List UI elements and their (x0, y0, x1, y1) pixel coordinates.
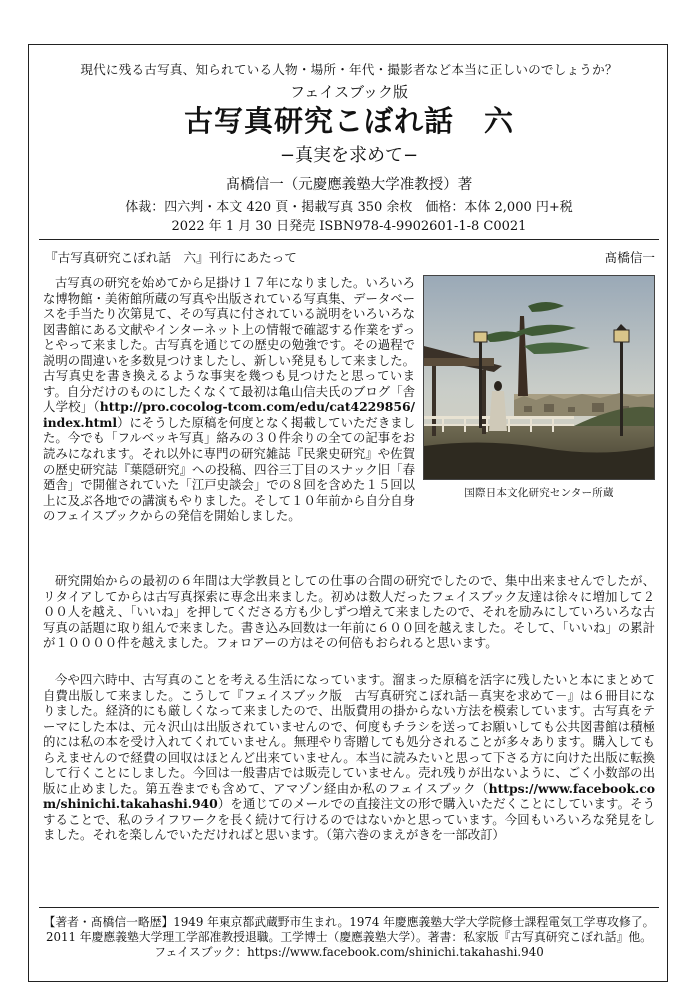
para3-text-a: 今や四六時中、古写真のことを考える生活になっています。溜まった原稿を活字に残したいと本にまとめて自費出版して来ました。こうして『フェイスブック版 古写真研究こぼれ話－真実を求めて－』は６冊目になりました。経済的にも厳しくなって来ましたので、出版費用の掛からない方法を模索しています。古写真をテーマにした本は、元々沢山は出版されていませんので、何度もチラシを送ってお願いしても公共図書館は積極的には私の本を受け入れてくれていません。無理やり寄贈しても処分されることが多々あります。購入してもらえませんので経費の回収はほとんど出来ていません。本当に読みたいと思って下さる方に向けた出版に転換して行くことにしました。今回は一般書店では販売していません。売れ残りが出ないように、ごく小数部の出版に止めました。第五巻までも含めて、アマゾン経由か私のフェイスブック（ (43, 672, 655, 796)
photo-figure (423, 275, 655, 507)
author-profile (39, 915, 659, 961)
para2-text: 研究開始からの最初の６年間は大学教員としての仕事の合間の研究でしたので、集中出来ませんでしたが、リタイアしてからは古写真探索に専念出来ました。初めは数人だったフェイスブック友達は徐々に増加して２００人を越え、「いいね」を押してくださる方も少しずつ増えて来ましたので、それを励みにしていろいろな古写真の話題に取り組んで来ました。書き込み回数は一年前に６００回を越えました。そして、「いいね」の累計が１００００件を越えました。フォロアーの方はその何倍もおられると思います。 (43, 573, 655, 651)
release-info: 2022 年 1 月 30 日発売 ISBN978-4-9902601-1-8 C0021 (171, 219, 527, 234)
section-author: 髙橋信一 (604, 250, 655, 265)
para1-text-b: ）にそうした原稿を何度となく掲載していただきました。今でも「フルベッキ写真」絡みの３０件余りの全ての記事をお読みになれます。それ以外に専門の研究雑誌『民衆史研究』や佐賀の歴史研究誌『葉隠研究』への投稿、四谷三丁目のスナック旧「春廼舎」で開催されていた「江戸史談会」での８回を含めた１５回以上に及ぶ各地での講演もやりました。そして１０年前から自分自身のフェイスブックからの発信を開始しました。 (43, 414, 415, 524)
photo-caption: 国際日本文化研究センター所蔵 (464, 487, 614, 499)
profile-line-1: 【著者・髙橋信一略歴】1949 年東京都武蔵野市生まれ。1974 年慶應義塾大学大学院修士課程電気工学専攻修了。 (43, 915, 655, 929)
lead-question: 現代に残る古写真、知られている人物・場所・年代・撮影者など本当に正しいのでしょうか？ (80, 62, 618, 77)
hand-colored-meiji-photo-icon (423, 275, 655, 480)
research-paragraph (43, 573, 655, 651)
book-subtitle: −真実を求めて− (279, 145, 419, 166)
blog-url[interactable]: http://pro.cocolog-tcom.com/edu/cat4229856/index.html (43, 399, 415, 430)
intro-paragraph (43, 275, 655, 555)
top-divider (39, 239, 659, 240)
profile-line-2: 2011 年慶應義塾大学理工学部准教授退職。工学博士（慶應義塾大学）。著書：私家版『古写真研究こぼれ話』他。 (46, 930, 652, 945)
edition-label: フェイスブック版 (289, 83, 409, 101)
section-heading: 『古写真研究こぼれ話 六』刊行にあたって (45, 250, 297, 265)
facebook-url[interactable]: https://www.facebook.com/shinichi.takahashi.940 (43, 780, 655, 812)
book-title: 古写真研究こぼれ話 六 (183, 104, 514, 138)
book-author: 髙橋信一（元慶應義塾大学准教授）著 (225, 177, 473, 193)
flyer-page (28, 44, 668, 982)
para3-text-b: ）を通じてのメールでの直接注文の形で購入いただくことにしています。そうすることで、私のライフワークを長く続けて行けるのではないかと思っています。今回もいろいろな発見をしました。それを楽しんでいただければと思います。（第六巻のまえがきを一部改訂） (43, 796, 655, 843)
publishing-paragraph (43, 672, 655, 843)
book-specs: 体裁：四六判・本文 420 頁・掲載写真 350 余枚 価格：本体 2,000 円+税 (125, 200, 573, 215)
profile-line-3: フェイスブック：https://www.facebook.com/shinichi.takahashi.940 (154, 945, 544, 960)
bottom-divider (39, 907, 659, 908)
para1-text-a: 古写真の研究を始めてから足掛け１７年になりました。いろいろな博物館・美術館所蔵の写真や出版されている写真集、データベースを手当たり次第見て、その写真に付されている説明をいろいろな図書館にある文献やインターネット上の情報で確認する作業をずっとやって来ました。古写真を通じての歴史の勉強です。その過程で説明の間違いを多数見つけましたし、新しい発見もして来ました。古写真史を書き換えるような事実を幾つも見つけたと思っています。自分だけのものにしたくなくて最初は亀山信夫氏のブログ「舎人学校」（ (43, 275, 415, 415)
